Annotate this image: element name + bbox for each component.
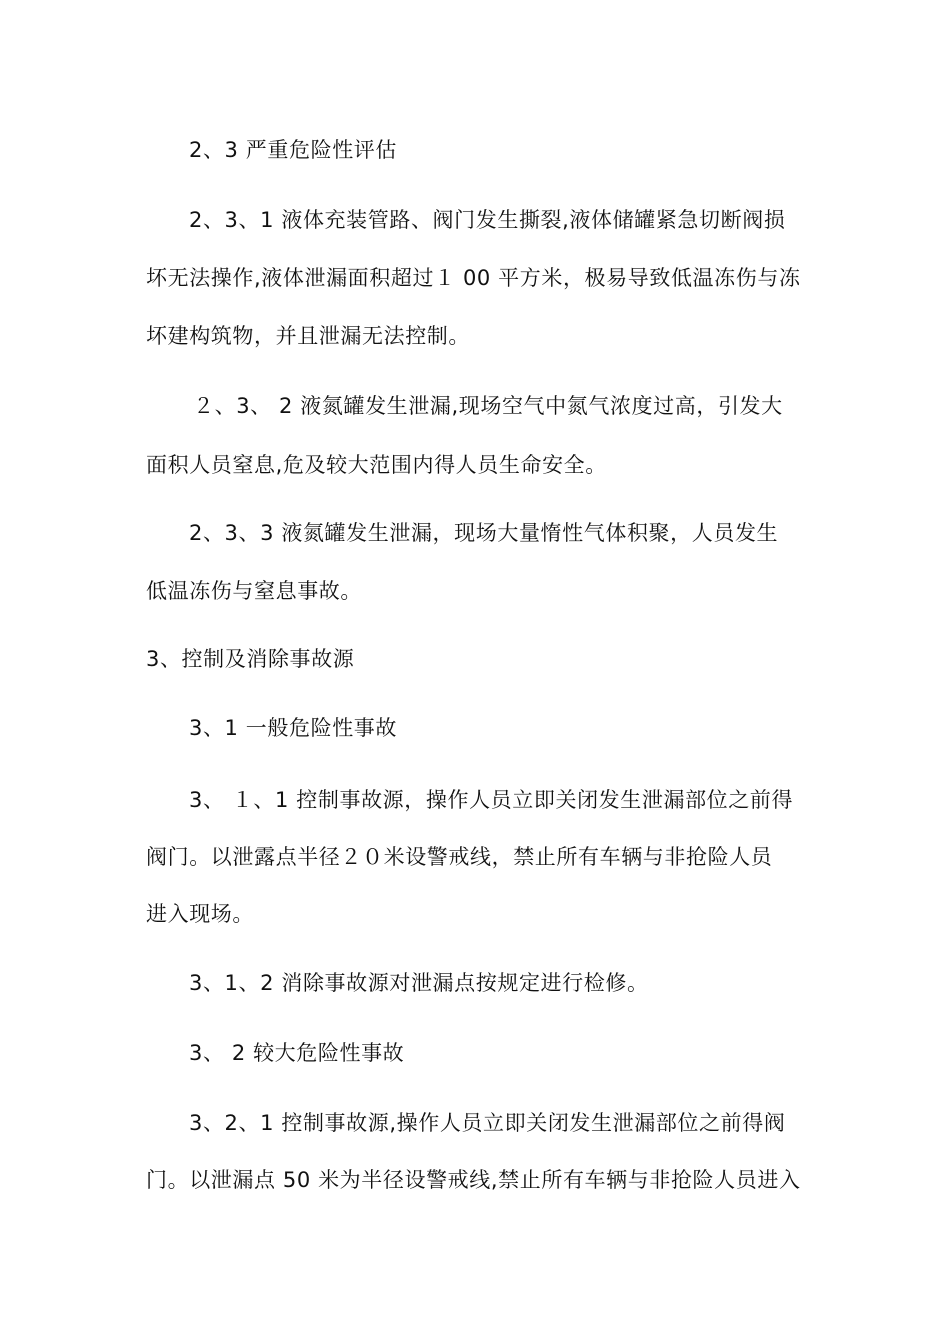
paragraph-3-2-1-line-2: 门。以泄漏点 50 米为半径设警戒线,禁止所有车辆与非抢险人员进入 — [146, 1168, 801, 1192]
paragraph-2-3-1-line-3: 坏建构筑物，并且泄漏无法控制。 — [146, 324, 470, 348]
paragraph-2-3-3-line-2: 低温冻伤与窒息事故。 — [146, 579, 362, 603]
paragraph-3-1-1-line-3: 进入现场。 — [146, 902, 254, 926]
paragraph-3-1-1-line-1: 3、 １、1 控制事故源，操作人员立即关闭发生泄漏部位之前得 — [189, 788, 794, 812]
paragraph-3-2-1-line-1: 3、2、1 控制事故源,操作人员立即关闭发生泄漏部位之前得阀 — [189, 1111, 786, 1135]
paragraph-2-3-1-line-1: 2、3、1 液体充装管路、阀门发生撕裂,液体储罐紧急切断阀损 — [189, 208, 786, 232]
paragraph-2-3-3-line-1: 2、3、3 液氮罐发生泄漏，现场大量惰性气体积聚，人员发生 — [189, 521, 779, 545]
paragraph-2-3-2-line-1: ２、3、 2 液氮罐发生泄漏,现场空气中氮气浓度过高，引发大 — [193, 394, 783, 418]
paragraph-2-3-1-line-2: 坏无法操作,液体泄漏面积超过１ 00 平方米，极易导致低温冻伤与冻 — [146, 266, 801, 290]
paragraph-2-3-2-line-2: 面积人员窒息,危及较大范围内得人员生命安全。 — [146, 453, 607, 477]
heading-3-1: 3、1 一般危险性事故 — [189, 716, 397, 740]
heading-3-2: 3、 2 较大危险性事故 — [189, 1041, 405, 1065]
heading-3: 3、控制及消除事故源 — [146, 647, 355, 671]
heading-2-3: 2、3 严重危险性评估 — [189, 138, 397, 162]
paragraph-3-1-2: 3、1、2 消除事故源对泄漏点按规定进行检修。 — [189, 971, 649, 995]
paragraph-3-1-1-line-2: 阀门。以泄露点半径２０米设警戒线，禁止所有车辆与非抢险人员 — [146, 845, 773, 869]
